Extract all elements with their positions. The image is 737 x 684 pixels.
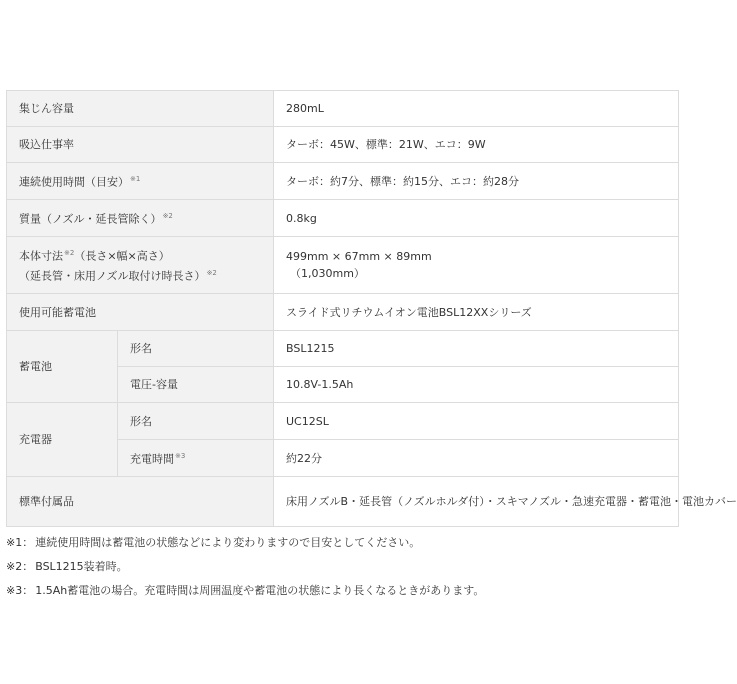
row-label	[7, 237, 274, 294]
accessories-label: 標準付属品	[19, 495, 74, 508]
note-ref-2: ※2	[162, 212, 173, 221]
row-label	[7, 477, 274, 527]
extended-length-label: （延長管・床用ノズル取付け時長さ）	[19, 269, 206, 283]
table-row	[7, 127, 679, 163]
row-value	[274, 440, 679, 477]
row-value	[274, 367, 679, 403]
row-label	[7, 200, 274, 237]
row-label	[118, 331, 274, 367]
row-value	[274, 294, 679, 331]
input-power-value: ターボ：45W、標準：21W、エコ：9W	[286, 138, 486, 151]
row-value	[274, 403, 679, 440]
row-label	[118, 367, 274, 403]
footnote-tag: ※3：	[6, 584, 34, 597]
row-label	[7, 294, 274, 331]
table-row	[7, 331, 679, 367]
compatible-battery-label: 使用可能蓄電池	[19, 305, 96, 319]
charge-time-value: 約22分	[286, 451, 322, 465]
battery-model-value: BSL1215	[286, 342, 335, 355]
extended-length-value: （1,030mm）	[290, 267, 365, 280]
row-label	[7, 91, 274, 127]
footnote-1	[6, 534, 678, 558]
footnote-text: 連続使用時間は蓄電池の状態などにより変わりますので目安としてください。	[35, 536, 421, 549]
compatible-battery-value: スライド式リチウムイオン電池BSL12XXシリーズ	[286, 305, 532, 319]
charge-time-label: 充電時間	[130, 452, 174, 466]
dimensions-label-line2	[19, 265, 273, 285]
dimensions-label-sub: （長さ×幅×高さ）	[74, 250, 170, 263]
table-row	[7, 163, 679, 200]
row-label	[118, 440, 274, 477]
battery-model-label: 形名	[130, 342, 152, 355]
row-value	[274, 163, 679, 200]
row-value	[274, 127, 679, 163]
table-row	[7, 477, 679, 527]
row-value	[274, 200, 679, 237]
charger-model-label: 形名	[130, 414, 152, 428]
footnote-2	[6, 558, 678, 582]
charger-model-value: UC12SL	[286, 414, 329, 428]
row-label	[118, 403, 274, 440]
input-power-label: 吸込仕事率	[19, 138, 74, 151]
table-row	[7, 294, 679, 331]
note-ref-2: ※2	[206, 269, 217, 277]
row-value	[274, 331, 679, 367]
dust-capacity-label: 集じん容量	[19, 102, 74, 115]
footnote-3	[6, 582, 678, 606]
footnote-text: 1.5Ah蓄電池の場合。充電時間は周囲温度や蓄電池の状態により長くなるときがあります。	[35, 584, 485, 597]
row-value	[274, 477, 737, 527]
row-value	[274, 237, 679, 294]
dimensions-label-line1	[19, 245, 273, 265]
dust-capacity-value: 280mL	[286, 102, 324, 115]
battery-capacity-label: 電圧-容量	[130, 378, 178, 391]
note-ref-1: ※1	[130, 175, 141, 184]
charger-group-label	[7, 403, 118, 477]
table-row	[7, 91, 679, 127]
battery-capacity-value: 10.8V-1.5Ah	[286, 378, 354, 391]
note-ref-3: ※3	[175, 452, 186, 461]
dimensions-label: 本体寸法	[19, 250, 63, 263]
footnotes	[6, 534, 678, 606]
table-row	[7, 403, 679, 440]
charger-label: 充電器	[19, 433, 52, 446]
footnote-tag: ※1：	[6, 536, 34, 549]
spec-table	[6, 90, 737, 527]
note-ref-2: ※2	[64, 249, 75, 258]
battery-label: 蓄電池	[19, 360, 52, 373]
row-label	[7, 127, 274, 163]
weight-value: 0.8kg	[286, 211, 317, 225]
battery-group-label	[7, 331, 118, 403]
row-value	[274, 91, 679, 127]
row-label	[7, 163, 274, 200]
weight-label: 質量（ノズル・延長管除く）	[19, 212, 162, 226]
table-row	[7, 237, 679, 294]
runtime-value: ターボ：約7分、標準：約15分、エコ：約28分	[286, 174, 519, 188]
footnote-tag: ※2：	[6, 560, 34, 573]
accessories-value: 床用ノズルB・延長管（ノズルホルダ付）・スキマノズル・急速充電器・蓄電池・電池カバー	[286, 495, 737, 508]
table-row	[7, 200, 679, 237]
runtime-label: 連続使用時間（目安）	[19, 175, 129, 189]
footnote-text: BSL1215装着時。	[35, 560, 128, 573]
dimensions-value: 499mm × 67mm × 89mm	[286, 250, 432, 263]
